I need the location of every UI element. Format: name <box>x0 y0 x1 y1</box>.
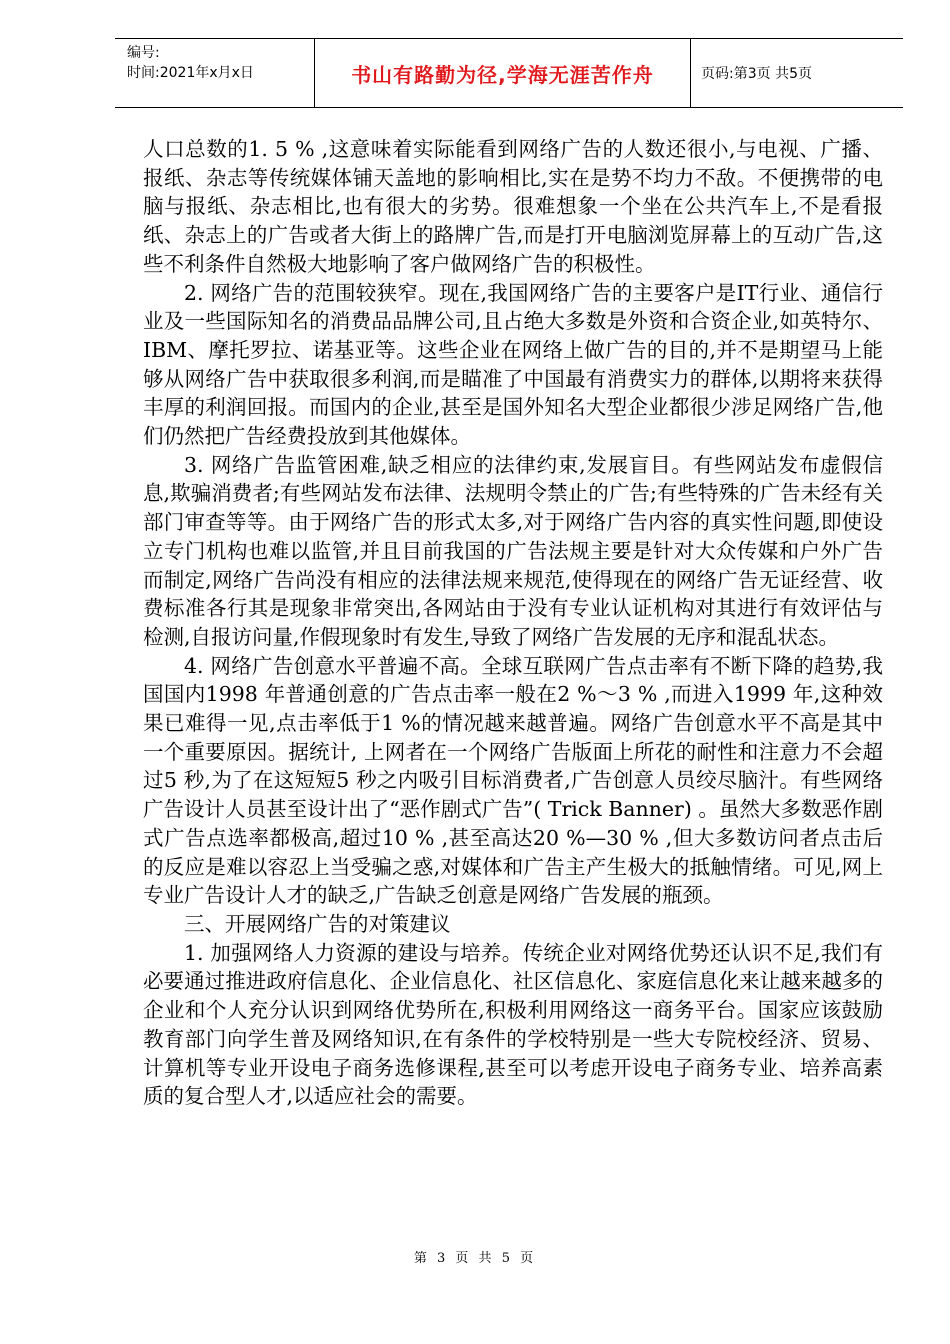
header-motto-cell <box>315 39 691 107</box>
paragraph-3: 3. 网络广告监管困难,缺乏相应的法律约束,发展盲目。有些网站发布虚假信息,欺骗消费者;有些网站发布法律、法规明令禁止的广告;有些特殊的广告未经有关部门审查等等。由于网络广告的形式太多,对于网络广告内容的真实性问题,即使设立专门机构也难以监管,并且目前我国的广告法规主要是针对大众传媒和户外广告而制定,网络广告尚没有相应的法律法规来规范,使得现在的网络广告无证经营、收费标准各行其是现象非常突出,各网站由于没有专业认证机构对其进行有效评估与检测,自报访问量,作假现象时有发生,导致了网络广告发展的无序和混乱状态。 <box>143 452 883 649</box>
document-time-label: 时间:2021年x月x日 <box>127 65 254 81</box>
paragraph-1: 人口总数的1. 5 % ,这意味着实际能看到网络广告的人数还很小,与电视、广播、报纸、杂志等传统媒体铺天盖地的影响相比,实在是势不均力不敌。不便携带的电脑与报纸、杂志相比,也有很大的劣势。很难想象一个坐在公共汽车上,不是看报纸、杂志上的广告或者大街上的路牌广告,而是打开电脑浏览屏幕上的互动广告,这些不利条件自然极大地影响了客户做网络广告的积极性。 <box>143 137 883 276</box>
header-page-info: 页码:第3页 共5页 <box>701 66 812 82</box>
paragraph-5: 1. 加强网络人力资源的建设与培养。传统企业对网络优势还认识不足,我们有必要通过推进政府信息化、企业信息化、社区信息化、家庭信息化来让越来越多的企业和个人充分认识到网络优势所在,积极利用网络这一商务平台。国家应该鼓励教育部门向学生普及网络知识,在有条件的学校特别是一些大专院校经济、贸易、计算机等专业开设电子商务选修课程,甚至可以考虑开设电子商务专业、培养高素质的复合型人才,以适应社会的需要。 <box>143 940 883 1109</box>
document-number-label: 编号: <box>127 45 160 61</box>
document-body <box>143 135 883 1111</box>
page-footer: 第 3 页 共 5 页 <box>413 1251 537 1266</box>
header-motto: 书山有路勤为径,学海无涯苦作舟 <box>351 62 654 87</box>
header-meta <box>115 39 315 107</box>
section-heading: 三、开展网络广告的对策建议 <box>184 911 451 936</box>
page-header <box>115 38 903 108</box>
paragraph-4: 4. 网络广告创意水平普遍不高。全球互联网广告点击率有不断下降的趋势,我国国内1998 年普通创意的广告点击率一般在2 %～3 % ,而进入1999 年,这种效果已难得一见,点击率低于1 %的情况越来越普遍。网络广告创意水平不高是其中一个重要原因。据统计, 上网者在一个网络广告版面上所花的耐性和注意力不会超过5 秒,为了在这短短5 秒之内吸引目标消费者,广告创意人员绞尽脑汁。有些网络广告设计人员甚至设计出了“恶作剧式广告”( Trick Banner) 。虽然大多数恶作剧式广告点选率都极高,超过10 % ,甚至高达20 %—30 % ,但大多数访问者点击后的反应是难以容忍上当受骗之惑,对媒体和广告主产生极大的抵触情绪。可见,网上专业广告设计人才的缺乏,广告缺乏创意是网络广告发展的瓶颈。 <box>143 653 883 908</box>
paragraph-2: 2. 网络广告的范围较狭窄。现在,我国网络广告的主要客户是IT行业、通信行业及一些国际知名的消费品品牌公司,且占绝大多数是外资和合资企业,如英特尔、IBM、摩托罗拉、诺基亚等。这些企业在网络上做广告的目的,并不是期望马上能够从网络广告中获取很多利润,而是瞄准了中国最有消费实力的群体,以期将来获得丰厚的利润回报。而国内的企业,甚至是国外知名大型企业都很少涉足网络广告,他们仍然把广告经费投放到其他媒体。 <box>143 280 883 449</box>
